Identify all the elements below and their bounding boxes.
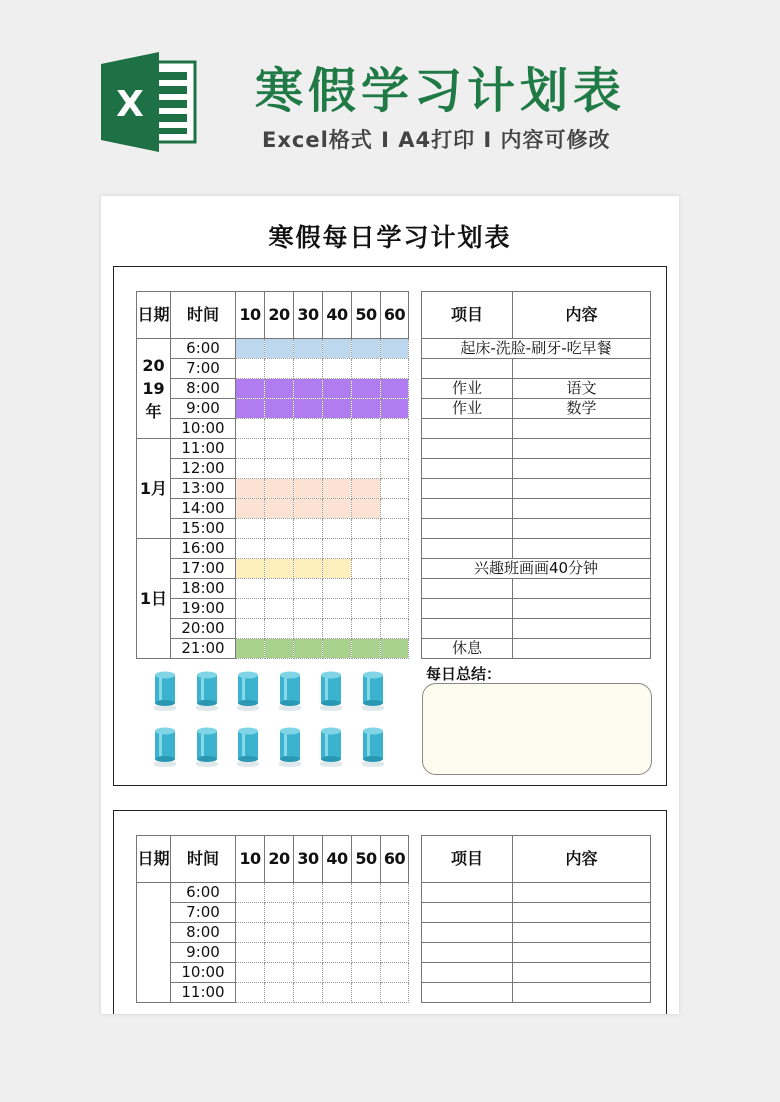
plan-table-2 xyxy=(421,835,651,1003)
time-slot[interactable] xyxy=(381,499,409,519)
plan-content-cell[interactable] xyxy=(513,983,651,1003)
page-subtitle: Excel格式 I A4打印 I 内容可修改 xyxy=(262,128,611,152)
time-slot[interactable] xyxy=(323,479,352,499)
schedule-row xyxy=(137,983,409,1003)
plan-sheet-2 xyxy=(113,810,667,1014)
excel-logo-letter: X xyxy=(116,84,144,125)
date-group: 2019年 xyxy=(137,339,171,439)
time-slot[interactable] xyxy=(352,519,381,539)
time-slot[interactable] xyxy=(381,983,409,1003)
time-slot[interactable] xyxy=(294,339,323,359)
minute-header: 40 xyxy=(323,836,352,883)
cylinder-icon xyxy=(237,671,259,705)
plan-item-cell[interactable]: 作业 xyxy=(422,379,513,399)
plan-content-cell[interactable] xyxy=(513,519,651,539)
schedule-table xyxy=(136,291,409,659)
plan-row xyxy=(422,399,651,419)
time-slot[interactable] xyxy=(323,439,352,459)
plan-item-cell[interactable] xyxy=(422,619,513,639)
minute-header: 10 xyxy=(236,836,265,883)
summary-box[interactable] xyxy=(422,683,652,775)
plan-content-cell[interactable] xyxy=(513,439,651,459)
cylinder-icon xyxy=(320,671,342,705)
plan-content-cell[interactable] xyxy=(513,359,651,379)
time-slot[interactable] xyxy=(352,479,381,499)
time-slot[interactable] xyxy=(381,399,409,419)
time-slot[interactable] xyxy=(381,459,409,479)
time-slot[interactable] xyxy=(352,379,381,399)
plan-sheet-1 xyxy=(113,266,667,786)
plan-row xyxy=(422,559,651,579)
schedule-row xyxy=(137,519,409,539)
time-cell: 20:00 xyxy=(171,619,236,639)
time-slot[interactable] xyxy=(352,639,381,659)
plan-row xyxy=(422,923,651,943)
time-cell: 14:00 xyxy=(171,499,236,519)
time-slot[interactable] xyxy=(294,559,323,579)
sheet-title: 寒假每日学习计划表 xyxy=(268,223,512,252)
time-slot[interactable] xyxy=(294,459,323,479)
time-header: 时间 xyxy=(171,292,236,339)
plan-item-cell[interactable] xyxy=(422,903,513,923)
time-cell: 11:00 xyxy=(171,983,236,1003)
time-slot[interactable] xyxy=(236,479,265,499)
time-slot[interactable] xyxy=(265,923,294,943)
time-slot[interactable] xyxy=(352,599,381,619)
plan-item-cell[interactable] xyxy=(422,459,513,479)
plan-item-cell[interactable]: 作业 xyxy=(422,399,513,419)
schedule-row xyxy=(137,943,409,963)
time-slot[interactable] xyxy=(352,499,381,519)
time-slot[interactable] xyxy=(265,379,294,399)
time-slot[interactable] xyxy=(323,983,352,1003)
time-slot[interactable] xyxy=(352,439,381,459)
time-slot[interactable] xyxy=(236,359,265,379)
time-cell: 10:00 xyxy=(171,963,236,983)
time-slot[interactable] xyxy=(265,399,294,419)
schedule-row xyxy=(137,903,409,923)
time-slot[interactable] xyxy=(294,519,323,539)
promo-header xyxy=(0,0,780,195)
plan-item-cell[interactable] xyxy=(422,943,513,963)
time-slot[interactable] xyxy=(381,539,409,559)
time-cell: 15:00 xyxy=(171,519,236,539)
plan-row xyxy=(422,599,651,619)
time-slot[interactable] xyxy=(381,619,409,639)
schedule-row xyxy=(137,619,409,639)
time-slot[interactable] xyxy=(323,943,352,963)
cylinder-icon xyxy=(362,727,384,761)
time-slot[interactable] xyxy=(381,943,409,963)
time-slot[interactable] xyxy=(323,923,352,943)
plan-item-cell[interactable] xyxy=(422,439,513,459)
plan-content-cell[interactable] xyxy=(513,923,651,943)
schedule-row xyxy=(137,459,409,479)
time-slot[interactable] xyxy=(236,903,265,923)
minute-header: 20 xyxy=(265,292,294,339)
plan-content-cell[interactable] xyxy=(513,903,651,923)
minute-header: 30 xyxy=(294,292,323,339)
time-cell: 9:00 xyxy=(171,943,236,963)
time-slot[interactable] xyxy=(236,619,265,639)
minute-header: 60 xyxy=(381,292,409,339)
schedule-row xyxy=(137,379,409,399)
plan-row xyxy=(422,379,651,399)
plan-item-cell[interactable] xyxy=(422,983,513,1003)
time-slot[interactable] xyxy=(265,963,294,983)
time-slot[interactable] xyxy=(236,399,265,419)
time-slot[interactable] xyxy=(323,883,352,903)
time-slot[interactable] xyxy=(381,379,409,399)
schedule-row xyxy=(137,559,409,579)
time-slot[interactable] xyxy=(381,359,409,379)
cylinder-icon xyxy=(320,727,342,761)
plan-item-cell[interactable] xyxy=(422,419,513,439)
time-slot[interactable] xyxy=(236,419,265,439)
time-slot[interactable] xyxy=(352,923,381,943)
plan-item-cell[interactable] xyxy=(422,519,513,539)
time-slot[interactable] xyxy=(236,983,265,1003)
time-slot[interactable] xyxy=(381,559,409,579)
time-slot[interactable] xyxy=(265,983,294,1003)
time-slot[interactable] xyxy=(236,963,265,983)
time-slot[interactable] xyxy=(265,599,294,619)
time-slot[interactable] xyxy=(352,963,381,983)
time-slot[interactable] xyxy=(381,579,409,599)
plan-row xyxy=(422,539,651,559)
plan-content-cell[interactable]: 语文 xyxy=(513,379,651,399)
time-slot[interactable] xyxy=(236,459,265,479)
schedule-header-row xyxy=(137,292,409,339)
time-slot[interactable] xyxy=(236,519,265,539)
time-slot[interactable] xyxy=(381,439,409,459)
schedule-table-2 xyxy=(136,835,409,1003)
time-slot[interactable] xyxy=(265,459,294,479)
date-header: 日期 xyxy=(137,836,171,883)
schedule-row xyxy=(137,883,409,903)
schedule-row xyxy=(137,599,409,619)
time-slot[interactable] xyxy=(294,599,323,619)
plan-item-cell[interactable] xyxy=(422,359,513,379)
time-slot[interactable] xyxy=(381,599,409,619)
item-header: 项目 xyxy=(422,836,513,883)
time-slot[interactable] xyxy=(265,539,294,559)
cylinder-icon xyxy=(237,727,259,761)
time-slot[interactable] xyxy=(352,419,381,439)
time-slot[interactable] xyxy=(381,963,409,983)
time-slot[interactable] xyxy=(265,339,294,359)
time-slot[interactable] xyxy=(323,619,352,639)
time-slot[interactable] xyxy=(381,519,409,539)
plan-item-cell[interactable] xyxy=(422,499,513,519)
cylinder-icon xyxy=(154,671,176,705)
time-slot[interactable] xyxy=(294,983,323,1003)
time-slot[interactable] xyxy=(352,559,381,579)
cylinder-icon xyxy=(196,671,218,705)
schedule-row xyxy=(137,963,409,983)
time-slot[interactable] xyxy=(352,459,381,479)
time-slot[interactable] xyxy=(381,883,409,903)
time-cell: 19:00 xyxy=(171,599,236,619)
time-slot[interactable] xyxy=(352,579,381,599)
plan-table xyxy=(421,291,651,659)
plan-row xyxy=(422,459,651,479)
plan-content-cell[interactable] xyxy=(513,599,651,619)
date-cell[interactable] xyxy=(137,883,171,1003)
time-slot[interactable] xyxy=(294,479,323,499)
time-slot[interactable] xyxy=(265,903,294,923)
plan-row xyxy=(422,439,651,459)
time-slot[interactable] xyxy=(265,419,294,439)
time-slot[interactable] xyxy=(294,639,323,659)
time-slot[interactable] xyxy=(323,539,352,559)
plan-content-cell[interactable] xyxy=(513,539,651,559)
time-slot[interactable] xyxy=(265,619,294,639)
time-slot[interactable] xyxy=(381,339,409,359)
plan-content-cell[interactable]: 数学 xyxy=(513,399,651,419)
time-slot[interactable] xyxy=(265,359,294,379)
time-slot[interactable] xyxy=(323,559,352,579)
time-slot[interactable] xyxy=(352,359,381,379)
time-slot[interactable] xyxy=(294,499,323,519)
plan-item-cell[interactable] xyxy=(422,883,513,903)
schedule-row xyxy=(137,539,409,559)
schedule-row xyxy=(137,479,409,499)
time-slot[interactable] xyxy=(294,359,323,379)
time-slot[interactable] xyxy=(294,619,323,639)
schedule-row xyxy=(137,339,409,359)
time-slot[interactable] xyxy=(352,883,381,903)
minute-header: 20 xyxy=(265,836,294,883)
schedule-header-row xyxy=(137,836,409,883)
time-cell: 10:00 xyxy=(171,419,236,439)
time-cell: 6:00 xyxy=(171,883,236,903)
date-group: 1月 xyxy=(137,439,171,539)
time-slot[interactable] xyxy=(381,903,409,923)
time-cell: 12:00 xyxy=(171,459,236,479)
time-slot[interactable] xyxy=(294,903,323,923)
plan-content-cell[interactable] xyxy=(513,579,651,599)
time-slot[interactable] xyxy=(323,459,352,479)
plan-content-cell[interactable] xyxy=(513,479,651,499)
time-slot[interactable] xyxy=(352,539,381,559)
time-slot[interactable] xyxy=(352,943,381,963)
time-slot[interactable] xyxy=(323,903,352,923)
schedule-row xyxy=(137,579,409,599)
cylinder-icon xyxy=(154,727,176,761)
time-slot[interactable] xyxy=(236,439,265,459)
time-slot[interactable] xyxy=(352,983,381,1003)
time-slot[interactable] xyxy=(352,339,381,359)
schedule-row xyxy=(137,399,409,419)
plan-item-cell[interactable] xyxy=(422,923,513,943)
time-slot[interactable] xyxy=(265,519,294,539)
time-slot[interactable] xyxy=(265,479,294,499)
time-slot[interactable] xyxy=(236,943,265,963)
time-cell: 8:00 xyxy=(171,923,236,943)
time-slot[interactable] xyxy=(265,559,294,579)
plan-header-row xyxy=(422,292,651,339)
schedule-row xyxy=(137,359,409,379)
plan-row xyxy=(422,579,651,599)
time-slot[interactable] xyxy=(323,399,352,419)
time-slot[interactable] xyxy=(236,539,265,559)
time-slot[interactable] xyxy=(381,419,409,439)
minute-header: 30 xyxy=(294,836,323,883)
time-cell: 18:00 xyxy=(171,579,236,599)
time-slot[interactable] xyxy=(352,619,381,639)
plan-row xyxy=(422,419,651,439)
plan-row xyxy=(422,499,651,519)
time-slot[interactable] xyxy=(265,579,294,599)
schedule-row xyxy=(137,639,409,659)
time-slot[interactable] xyxy=(265,943,294,963)
time-cell: 13:00 xyxy=(171,479,236,499)
plan-content-cell[interactable] xyxy=(513,963,651,983)
time-slot[interactable] xyxy=(294,399,323,419)
plan-content-cell[interactable] xyxy=(513,619,651,639)
plan-content-cell[interactable] xyxy=(513,419,651,439)
time-slot[interactable] xyxy=(352,399,381,419)
minute-header: 50 xyxy=(352,292,381,339)
time-slot[interactable] xyxy=(323,379,352,399)
page-title: 寒假学习计划表 xyxy=(255,63,627,119)
plan-row xyxy=(422,519,651,539)
time-slot[interactable] xyxy=(294,579,323,599)
cylinder-icon xyxy=(196,727,218,761)
minute-header: 10 xyxy=(236,292,265,339)
time-slot[interactable] xyxy=(323,419,352,439)
plan-merged-cell[interactable]: 起床-洗脸-刷牙-吃早餐 xyxy=(422,339,651,359)
time-slot[interactable] xyxy=(265,439,294,459)
date-group: 1日 xyxy=(137,539,171,659)
time-slot[interactable] xyxy=(381,923,409,943)
cylinder-icon xyxy=(362,671,384,705)
document-page xyxy=(101,196,679,1014)
time-cell: 16:00 xyxy=(171,539,236,559)
schedule-row xyxy=(137,439,409,459)
time-slot[interactable] xyxy=(294,439,323,459)
time-cell: 9:00 xyxy=(171,399,236,419)
date-header: 日期 xyxy=(137,292,171,339)
time-slot[interactable] xyxy=(294,419,323,439)
cylinder-icon xyxy=(279,727,301,761)
time-cell: 21:00 xyxy=(171,639,236,659)
plan-content-cell[interactable] xyxy=(513,943,651,963)
plan-row xyxy=(422,943,651,963)
time-cell: 17:00 xyxy=(171,559,236,579)
time-slot[interactable] xyxy=(236,923,265,943)
time-slot[interactable] xyxy=(294,883,323,903)
time-slot[interactable] xyxy=(323,963,352,983)
time-slot[interactable] xyxy=(236,379,265,399)
time-slot[interactable] xyxy=(236,599,265,619)
plan-merged-cell[interactable]: 兴趣班画画40分钟 xyxy=(422,559,651,579)
schedule-row xyxy=(137,499,409,519)
time-slot[interactable] xyxy=(381,479,409,499)
time-slot[interactable] xyxy=(323,599,352,619)
time-slot[interactable] xyxy=(294,379,323,399)
time-header: 时间 xyxy=(171,836,236,883)
minute-header: 50 xyxy=(352,836,381,883)
time-slot[interactable] xyxy=(294,963,323,983)
cylinder-icon xyxy=(279,671,301,705)
minute-header: 60 xyxy=(381,836,409,883)
time-slot[interactable] xyxy=(265,639,294,659)
time-slot[interactable] xyxy=(381,639,409,659)
time-slot[interactable] xyxy=(323,639,352,659)
plan-item-cell[interactable]: 休息 xyxy=(422,639,513,659)
plan-item-cell[interactable] xyxy=(422,579,513,599)
time-slot[interactable] xyxy=(294,539,323,559)
plan-row xyxy=(422,963,651,983)
plan-content-cell[interactable] xyxy=(513,459,651,479)
plan-row xyxy=(422,359,651,379)
excel-icon xyxy=(101,52,199,152)
time-cell: 8:00 xyxy=(171,379,236,399)
plan-row xyxy=(422,983,651,1003)
plan-content-cell[interactable] xyxy=(513,639,651,659)
time-slot[interactable] xyxy=(236,883,265,903)
time-slot[interactable] xyxy=(236,499,265,519)
item-header: 项目 xyxy=(422,292,513,339)
time-cell: 6:00 xyxy=(171,339,236,359)
plan-item-cell[interactable] xyxy=(422,963,513,983)
time-slot[interactable] xyxy=(323,519,352,539)
plan-row xyxy=(422,903,651,923)
time-slot[interactable] xyxy=(236,579,265,599)
minute-header: 40 xyxy=(323,292,352,339)
plan-item-cell[interactable] xyxy=(422,539,513,559)
time-cell: 11:00 xyxy=(171,439,236,459)
time-slot[interactable] xyxy=(294,943,323,963)
time-slot[interactable] xyxy=(352,903,381,923)
plan-row xyxy=(422,339,651,359)
plan-row xyxy=(422,619,651,639)
content-header: 内容 xyxy=(513,836,651,883)
time-cell: 7:00 xyxy=(171,359,236,379)
schedule-row xyxy=(137,923,409,943)
summary-label: 每日总结： xyxy=(426,665,502,683)
plan-row xyxy=(422,883,651,903)
time-slot[interactable] xyxy=(323,579,352,599)
time-slot[interactable] xyxy=(236,639,265,659)
time-slot[interactable] xyxy=(294,923,323,943)
time-slot[interactable] xyxy=(236,339,265,359)
time-slot[interactable] xyxy=(265,883,294,903)
time-slot[interactable] xyxy=(323,359,352,379)
plan-item-cell[interactable] xyxy=(422,479,513,499)
plan-row xyxy=(422,479,651,499)
plan-row xyxy=(422,639,651,659)
time-slot[interactable] xyxy=(323,499,352,519)
plan-item-cell[interactable] xyxy=(422,599,513,619)
schedule-row xyxy=(137,419,409,439)
time-slot[interactable] xyxy=(265,499,294,519)
time-slot[interactable] xyxy=(236,559,265,579)
time-cell: 7:00 xyxy=(171,903,236,923)
time-slot[interactable] xyxy=(323,339,352,359)
plan-content-cell[interactable] xyxy=(513,883,651,903)
plan-header-row xyxy=(422,836,651,883)
plan-content-cell[interactable] xyxy=(513,499,651,519)
content-header: 内容 xyxy=(513,292,651,339)
